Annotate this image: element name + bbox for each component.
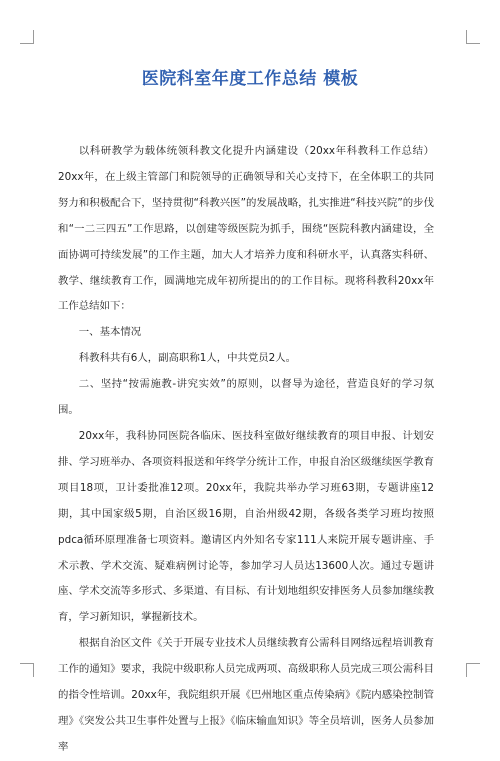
crop-mark-top-left [20, 30, 34, 44]
training-paragraph: 根据自治区文件《关于开展专业技术人员继续教育公需科目网络远程培训教育工作的通知》要求，我院中级职称人员完成两项、高级职称人员完成三项公需科目的指令性培训。20xx年，我院组织开展《巴州地区重点传染病》《院内感染控制管理》《突发公共卫生事件处置与上报》《临床输血知识》等全员培训，医务人员参加率 [58, 637, 434, 753]
intro-paragraph: 以科研教学为载体统领科教文化提升内涵建设（20xx年科教科工作总结）20xx年，在上级主管部门和院领导的正确领导和关心支持下，在全体职工的共同努力和积极配合下，坚持贯彻“科教兴医”的发展战略，扎实推进“科技兴院”的步伐和“一二三四五”工作思路，以创建等级医院为抓手，围绕“医院科教内涵建设，全面协调可持续发展”的工作主题，加大人才培养力度和科研水平，认真落实科研、教学、继续教育工作，圆满地完成年初所提出的的工作目标。现将科教科20xx年工作总结如下： [58, 145, 434, 313]
section-heading-basic-info: 一、基本情况 [78, 326, 142, 339]
document-title: 医院科室年度工作总结 模板 [141, 69, 359, 89]
section-heading-principle: 二、坚持“按需施教-讲究实效”的原则，以督导为途径，营造良好的学习氛围。 [58, 378, 434, 417]
document-body [58, 139, 434, 761]
staff-paragraph: 科教科共有6人，副高职称1人，中共党员2人。 [78, 352, 297, 365]
crop-mark-top-right [466, 30, 480, 44]
continuing-education-paragraph: 20xx年，我科协同医院各临床、医技科室做好继续教育的项目申报、计划安排、学习班举办、各项资料报送和年终学分统计工作，申报自治区级继续医学教育项目18项，卫计委批准12项。20xx年，我院共举办学习班63期，专题讲座12期，其中国家级5期，自治区级16期，自治州级42期，各级各类学习班均按照pdca循环原理准备七项资料。邀请区内外知名专家111人来院开展专题讲座、手术示教、学术交流、疑难病例讨论等，参加学习人员达13600人次。通过专题讲座、学术交流等多形式、多渠道、有目标、有计划地组织安排医务人员参加继续教育，学习新知识，掌握新技术。 [58, 429, 434, 624]
crop-mark-bottom-left [20, 663, 34, 677]
crop-mark-bottom-right [466, 663, 480, 677]
